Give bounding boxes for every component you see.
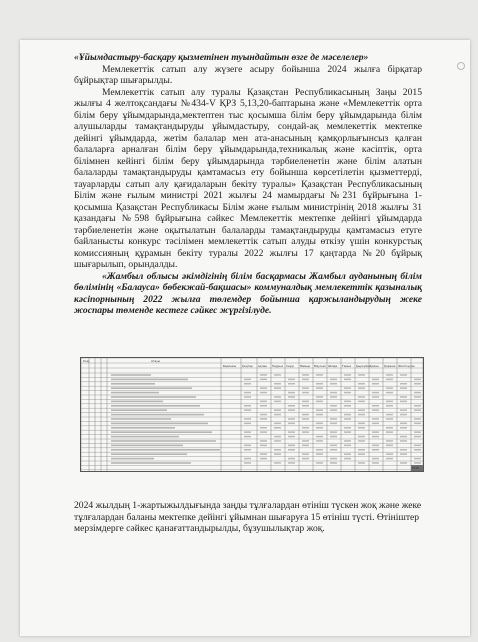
table-row-value bbox=[260, 458, 267, 460]
table-row-value bbox=[244, 379, 251, 381]
table-row-value bbox=[414, 436, 421, 438]
table-row-value bbox=[302, 418, 309, 420]
table-row-name bbox=[111, 449, 220, 451]
table-header-month: Маусым bbox=[314, 364, 326, 368]
table-row-value bbox=[316, 453, 323, 455]
document-text-top bbox=[74, 52, 422, 317]
table-header-month: Сәуір bbox=[286, 364, 294, 368]
table-row-value bbox=[288, 383, 295, 385]
table-row-value bbox=[244, 436, 251, 438]
table-row-value bbox=[244, 445, 251, 447]
table-row-value bbox=[330, 423, 337, 425]
table-row-value bbox=[274, 449, 281, 451]
table-row-value bbox=[386, 440, 393, 442]
table-row-value bbox=[274, 462, 281, 464]
document-text-bottom bbox=[74, 500, 422, 535]
table-row-value bbox=[302, 458, 309, 460]
table-row-value bbox=[274, 409, 281, 411]
table-row-value bbox=[358, 440, 365, 442]
table-row-value bbox=[386, 401, 393, 403]
table-row-value bbox=[344, 418, 351, 420]
table-row-value bbox=[372, 405, 379, 407]
table-row-value bbox=[260, 431, 267, 433]
table-row-value bbox=[358, 374, 365, 376]
table-row-value bbox=[316, 383, 323, 385]
table-row-value bbox=[414, 383, 421, 385]
table-row-value bbox=[288, 392, 295, 394]
table-row-value bbox=[260, 387, 267, 389]
table-row-value bbox=[244, 409, 251, 411]
table-row-value bbox=[260, 392, 267, 394]
table-row-value bbox=[260, 374, 267, 376]
table-row-value bbox=[274, 427, 281, 429]
table-row-value bbox=[330, 462, 337, 464]
table-row-value bbox=[400, 374, 407, 376]
table-row-value bbox=[288, 431, 295, 433]
table-row-name bbox=[111, 414, 204, 416]
table-row-value bbox=[244, 449, 251, 451]
table-row-value bbox=[372, 445, 379, 447]
table-row-value bbox=[344, 431, 351, 433]
table-row-value bbox=[316, 374, 323, 376]
table-row-value bbox=[400, 462, 407, 464]
table-row-name bbox=[111, 423, 208, 425]
table-row-name bbox=[111, 409, 167, 411]
table-row-value bbox=[344, 387, 351, 389]
table-row-name bbox=[111, 462, 191, 464]
table-row-value bbox=[316, 440, 323, 442]
table-row-value bbox=[344, 401, 351, 403]
table-row-value bbox=[414, 379, 421, 381]
table-svg bbox=[81, 358, 423, 471]
table-row-value bbox=[358, 427, 365, 429]
table-header-month: Қаңтар bbox=[242, 364, 253, 368]
table-row-value bbox=[274, 387, 281, 389]
table-row-value bbox=[260, 453, 267, 455]
table-header-total: Барлығы bbox=[223, 364, 237, 368]
table-row-value bbox=[288, 462, 295, 464]
table-row-value bbox=[344, 405, 351, 407]
table-row-name bbox=[111, 445, 183, 447]
table-header-month: Ақпан bbox=[258, 364, 267, 368]
table-row-value bbox=[400, 440, 407, 442]
table-row-name bbox=[111, 440, 216, 442]
table-row-name bbox=[111, 392, 159, 394]
table-row-name bbox=[111, 396, 196, 398]
table-row-value bbox=[288, 418, 295, 420]
table-row-value bbox=[330, 396, 337, 398]
table-row-value bbox=[244, 423, 251, 425]
table-row-value bbox=[400, 387, 407, 389]
table-header-month: Қыркүйек bbox=[356, 364, 371, 368]
table-row-value bbox=[414, 423, 421, 425]
table-row-value bbox=[330, 405, 337, 407]
table-row-value bbox=[414, 445, 421, 447]
table-row-value bbox=[330, 445, 337, 447]
table-header-month: Мамыр bbox=[300, 364, 311, 368]
table-header-name: Атауы bbox=[151, 359, 161, 363]
table-row-value bbox=[260, 440, 267, 442]
table-row-value bbox=[274, 414, 281, 416]
table-row-value bbox=[274, 401, 281, 403]
table-row-value bbox=[330, 436, 337, 438]
table-row-value bbox=[386, 405, 393, 407]
table-row-name bbox=[111, 458, 154, 460]
table-row-value bbox=[400, 401, 407, 403]
table-header-month: Наурыз bbox=[272, 364, 283, 368]
table-row-value bbox=[260, 445, 267, 447]
table-row-value bbox=[316, 387, 323, 389]
table-row-value bbox=[372, 431, 379, 433]
table-row-value bbox=[244, 405, 251, 407]
table-row-value bbox=[386, 387, 393, 389]
table-row-value bbox=[400, 383, 407, 385]
table-row-value bbox=[372, 409, 379, 411]
table-row-value bbox=[260, 401, 267, 403]
table-row-value bbox=[260, 427, 267, 429]
table-row-value bbox=[386, 374, 393, 376]
table-row-value bbox=[274, 440, 281, 442]
table-row-value bbox=[330, 418, 337, 420]
table-row-value bbox=[358, 396, 365, 398]
table-row-name bbox=[111, 431, 212, 433]
table-row-value bbox=[260, 379, 267, 381]
table-row-name bbox=[111, 379, 188, 381]
table-header-month: Қараша bbox=[384, 364, 396, 368]
table-row-value bbox=[260, 405, 267, 407]
table-row-value bbox=[386, 445, 393, 447]
table-row-value bbox=[302, 445, 309, 447]
table-row-name bbox=[111, 453, 187, 455]
table-row-value bbox=[372, 449, 379, 451]
table-row-value bbox=[316, 423, 323, 425]
table-row-value bbox=[400, 427, 407, 429]
paragraph-after-table: 2024 жылдың 1-жартыжылдығында заңды тұлғалардан өтініш түскен жоқ және жеке тұлғалардан баланы мектепке дейінгі ұйымнан шығаруға 15 өтініш түсті. Өтініштер мерзімдерге сәйкес қанағаттандырылды, бұзушылықтар жоқ. bbox=[74, 500, 422, 534]
table-row-value bbox=[330, 431, 337, 433]
table-row-value bbox=[358, 436, 365, 438]
table-row-value bbox=[244, 431, 251, 433]
table-row-value bbox=[400, 436, 407, 438]
table-row-value bbox=[400, 414, 407, 416]
table-row-value bbox=[372, 436, 379, 438]
table-row-value bbox=[302, 401, 309, 403]
paragraph-2: Мемлекеттік сатып алу туралы Қазақстан Республикасының Заңы 2015 жылғы 4 желтоқсандағы №434-V ҚРЗ 5,13,20-баптарына және «Мемлекеттік орта білім беру ұйымдарында,мектептен тыс қосымша білім беру ұйымдарында білім алушыларды тамақтандыруды ұйымдастыру, сондай-ақ мемлекеттік мектепке дейінгі ұйымдарда, жетім балалар мен ата-анасының қамқорлығынсыз қалған балаларға арналған білім беру ұйымдарында,техникалық және кәсіптік, орта білімнен кейінгі білім беру ұйымдарында тәрбиеленетін және білім алатын балаларды тамақтандыруды қамтамасыз ету бойынша көрсетілетін қызметтерді, тауарларды сатып алу қағидаларын бекіту туралы» Қазақстан Республикасының Білім және ғылым министрі 2021 жылғы 24 мамырдағы №231 бұйрығына 1-қосымша Қазақстан Республикасы Білім және ғылым министрінің 2018 жылғы 31 қазандағы №598 бұйрығына сәйкес Мемлекеттік мектепке дейінгі ұйымдарда тәрбиеленетін және оқытылатын балаларды тамақтандыруды қамтамасыз етуге байланысты конкурс тәсілімен мемлекеттік сатып алуды өткізу үшін конкурстық комиссияның құрамын бекіту туралы 2022 жылғы 17 қаңтарда №20 бұйрық шығарылып, орындалды. bbox=[74, 86, 422, 270]
table-row-value bbox=[302, 453, 309, 455]
table-header-code: Код bbox=[83, 359, 89, 363]
table-row-value bbox=[372, 392, 379, 394]
table-highlight-value: 6748 bbox=[412, 467, 419, 471]
table-row-value bbox=[414, 431, 421, 433]
table-header-month: Қазан bbox=[370, 364, 379, 368]
table-row-value bbox=[386, 379, 393, 381]
table-header-month: Шілде bbox=[328, 364, 338, 368]
table-row-value bbox=[386, 414, 393, 416]
paragraph-1: Мемлекеттік сатып алу жүзеге асыру бойынша 2024 жылға бірқатар бұйрықтар шығарылды. bbox=[74, 63, 422, 86]
table-row-value bbox=[372, 418, 379, 420]
table-row-value bbox=[316, 401, 323, 403]
table-row-value bbox=[372, 379, 379, 381]
section-heading: «Ұйымдастыру-басқару қызметінен туындайтын өзге де мәселелер» bbox=[74, 52, 369, 63]
table-row-value bbox=[244, 418, 251, 420]
table-row-value bbox=[302, 379, 309, 381]
table-row-value bbox=[400, 409, 407, 411]
table-row-value bbox=[414, 405, 421, 407]
table-row-value bbox=[372, 423, 379, 425]
table-row-value bbox=[316, 449, 323, 451]
table-row-value bbox=[358, 387, 365, 389]
table-row-value bbox=[400, 423, 407, 425]
table-row-value bbox=[372, 458, 379, 460]
table-row-value bbox=[274, 423, 281, 425]
table-row-value bbox=[386, 418, 393, 420]
table-row-value bbox=[288, 458, 295, 460]
table-row-value bbox=[344, 440, 351, 442]
table-row-value bbox=[386, 453, 393, 455]
table-row-value bbox=[274, 374, 281, 376]
table-row-name bbox=[111, 374, 151, 376]
table-row-value bbox=[414, 396, 421, 398]
table-row-value bbox=[302, 427, 309, 429]
table-row-name bbox=[111, 405, 200, 407]
table-row-value bbox=[302, 387, 309, 389]
table-row-value bbox=[302, 431, 309, 433]
table-row-name bbox=[111, 418, 171, 420]
table-row-name bbox=[111, 383, 155, 385]
table-row-value bbox=[344, 453, 351, 455]
table-row-value bbox=[288, 396, 295, 398]
table-row-value bbox=[316, 414, 323, 416]
table-row-value bbox=[344, 427, 351, 429]
table-row-value bbox=[358, 449, 365, 451]
table-row-value bbox=[302, 374, 309, 376]
table-row-value bbox=[288, 409, 295, 411]
table-row-value bbox=[344, 445, 351, 447]
table-row-value bbox=[288, 436, 295, 438]
table-row-value bbox=[288, 379, 295, 381]
table-row-value bbox=[274, 436, 281, 438]
table-row-value bbox=[344, 458, 351, 460]
table-header-month: Тамыз bbox=[342, 364, 352, 368]
table-row-value bbox=[414, 409, 421, 411]
table-row-value bbox=[358, 383, 365, 385]
table-row-name bbox=[111, 427, 175, 429]
table-row-value bbox=[344, 374, 351, 376]
table-row-value bbox=[344, 392, 351, 394]
table-row-value bbox=[358, 423, 365, 425]
table-row-value bbox=[288, 405, 295, 407]
table-row-name bbox=[111, 436, 179, 438]
table-row-value bbox=[414, 392, 421, 394]
table-row-value bbox=[358, 401, 365, 403]
table-row-value bbox=[344, 379, 351, 381]
table-row-value bbox=[344, 414, 351, 416]
table-row-value bbox=[274, 396, 281, 398]
table-row-value bbox=[316, 409, 323, 411]
table-row-value bbox=[244, 458, 251, 460]
table-row-value bbox=[414, 449, 421, 451]
table-row-value bbox=[414, 418, 421, 420]
table-row-value bbox=[288, 449, 295, 451]
table-row-value bbox=[316, 436, 323, 438]
table-row-value bbox=[244, 392, 251, 394]
table-row-value bbox=[330, 458, 337, 460]
table-row-name bbox=[111, 401, 163, 403]
table-row-value bbox=[330, 383, 337, 385]
table-row-value bbox=[288, 445, 295, 447]
table-row-value bbox=[414, 458, 421, 460]
table-row-value bbox=[386, 427, 393, 429]
table-row-value bbox=[316, 427, 323, 429]
table-row-value bbox=[358, 453, 365, 455]
table-row-name bbox=[111, 387, 192, 389]
table-row-value bbox=[330, 449, 337, 451]
table-row-value bbox=[302, 414, 309, 416]
table-row-value bbox=[386, 392, 393, 394]
table-row-value bbox=[400, 453, 407, 455]
table-row-value bbox=[358, 409, 365, 411]
table-row-value bbox=[372, 396, 379, 398]
table-row-value bbox=[316, 396, 323, 398]
table-row-value bbox=[274, 453, 281, 455]
table-row-value bbox=[316, 462, 323, 464]
table-row-value bbox=[330, 379, 337, 381]
table-header-month: Желтоқсан bbox=[398, 364, 415, 368]
table-row-value bbox=[260, 414, 267, 416]
paragraph-3: «Жамбыл облысы әкімдігінің білім басқармасы Жамбыл ауданының білім бөлімінің «Балауса» бөбекжай-бақшасы» коммуналдық мемлекеттік қазыналық кәсіпорнының 2022 жылға төлемдер бойынша қаржыландырудың жеке жоспары төменде кестеге сәйкес жүргізілуде. bbox=[74, 270, 422, 316]
punch-hole bbox=[457, 62, 465, 70]
table-row-value bbox=[274, 383, 281, 385]
table-row-value bbox=[414, 462, 421, 464]
financing-plan-table bbox=[80, 357, 424, 472]
table-row-value bbox=[302, 392, 309, 394]
table-row-value bbox=[288, 423, 295, 425]
table-row-value bbox=[244, 396, 251, 398]
table-row-value bbox=[372, 462, 379, 464]
table-row-value bbox=[244, 383, 251, 385]
table-row-value bbox=[400, 396, 407, 398]
table-row-value bbox=[330, 392, 337, 394]
table-row-value bbox=[302, 440, 309, 442]
table-row-value bbox=[358, 462, 365, 464]
table-row-value bbox=[244, 462, 251, 464]
table-row-value bbox=[386, 458, 393, 460]
table-row-value bbox=[372, 383, 379, 385]
table-row-value bbox=[302, 405, 309, 407]
table-row-value bbox=[330, 409, 337, 411]
table-row-value bbox=[386, 431, 393, 433]
table-row-value bbox=[400, 449, 407, 451]
table-row-value bbox=[358, 414, 365, 416]
table-row-value bbox=[260, 418, 267, 420]
